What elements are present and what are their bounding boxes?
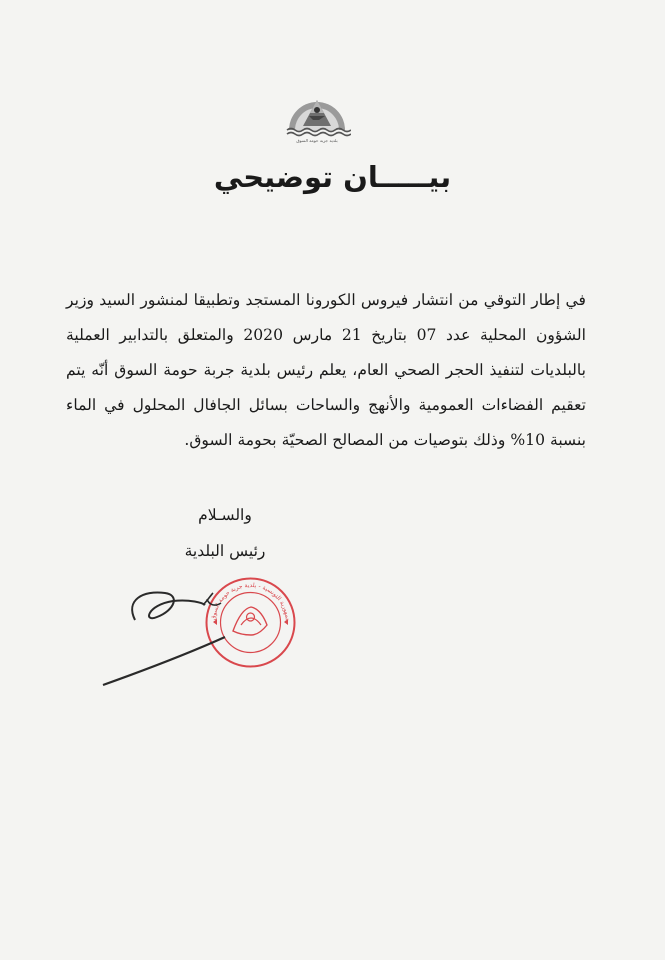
closing-salutation: والسـلام	[198, 506, 252, 524]
document-title: بيـــــان توضيحي	[213, 160, 452, 194]
municipality-logo	[283, 86, 351, 144]
handwritten-signature	[95, 565, 245, 695]
document-paragraph: في إطار التوقي من انتشار فيروس الكورونا المستجد وتطبيقا لمنشور السيد وزير الشؤون المحلية عدد 07 بتاريخ 21 مارس 2020 والمتعلق بالتدابير العملية بالبلديات لتنفيذ الحجر الصحي العام، يعلم رئيس بلدية جربة حومة السوق أنّه يتم تعقيم الفضاءات العمومية والأنهج والساحات بسائل الجافال المحلول في الماء بنسبة 10% وذلك بتوصيات من المصالح الصحيّة بحومة السوق.	[66, 291, 586, 449]
logo-caption: بلدية جربة حومة السوق	[296, 138, 338, 143]
stamp-text: جمهورية التونسية - بلدية جربة حومة السوق	[210, 581, 292, 623]
signatory-title: رئيس البلدية	[184, 542, 266, 560]
